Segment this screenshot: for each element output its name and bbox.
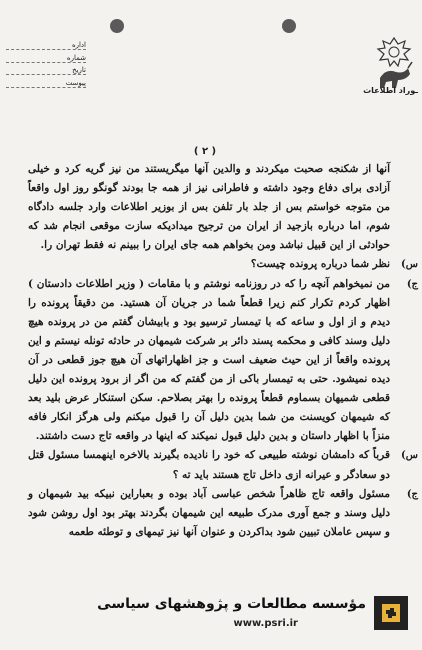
punch-hole-right <box>282 19 296 33</box>
letterhead-form-fields <box>6 38 86 88</box>
form-field-peyvast: پیوست <box>6 76 86 88</box>
answer-marker: ج) <box>406 488 418 500</box>
answer-1 <box>28 275 418 447</box>
answer-marker: ج) <box>406 278 418 290</box>
institute-url[interactable]: www.psri.ir <box>233 618 298 629</box>
form-field-shomare: شماره <box>6 51 86 63</box>
institute-name: مؤسسه مطالعات و پژوهشهای سیاسی <box>97 596 366 612</box>
institute-logo-icon <box>374 596 408 630</box>
question-text: نظر شما درباره پرونده چیست؟ <box>250 258 390 271</box>
answer-text: من نمیخواهم آنچه را که در روزنامه نوشتم و با مقامات ( وزیر اطلاعات دادستان ) اظهار کردم تکرار کنم زیرا قطعاً شما در جریان آن هستید. من دقیقاً پرونده را دیدم و از اول و ساعه که با تیمسار ترسیو بود و بابیشان گفتم من در پرونده هیچ دلیل وسند کافی و محکمه پسند دائر بر شرکت شیمهان در حادثه تونله نیستم و این پرونده واقعاً از این حیث ضعیف است و جز اظهاراتهای آن هیچ جوز قطعی در آن دیده نمیشود. حتی به تیمسار باکی از من گفتم که من اگر از برود پرونده این دلیل قطعی شمیهان بسماوم قطعاً پرونده را بهتر بصلاحم. سکن استنکار عرض بلید بعد که شیمهان کویسنت من شما بدین دلیل آن را قبول میکنم ولی هرگز انکار فافه منزاً با اظهار داستان و بدین دلیل قبول نمیکند که اینها در واقعه تاج دست داشتند. <box>28 277 390 443</box>
form-field-tarikh: تاریخ <box>6 63 86 75</box>
question-marker: س) <box>401 450 418 462</box>
question-text: قرباً که دامشان نوشته طبیعی که خود را نادیده بگیرند بالاخره اینهمسا مسئول قتل دو سعادگر و عیرانه ازی داخل تاج هستند باید ته ؟ <box>28 449 390 481</box>
document-body <box>28 160 418 542</box>
answer-2 <box>28 485 418 542</box>
punch-hole-left <box>110 19 124 33</box>
answer-text: مسئول واقعه تاج ظاهراً شخص عباسی آباد بوده و بعباراین نبیکه بید شیمهان و دلیل وسند و جمع آوری مدرک طبیعه این شیمهان بگردند بهتر بود اول روشن شود و سپس عاملان تبیین شود بداکردن و عنوان آنها نیز تیمهای و توطئه طعمه <box>28 487 390 538</box>
form-field-idare: اداره <box>6 38 86 50</box>
question-marker: س) <box>401 259 418 271</box>
question-1 <box>28 255 418 274</box>
lion-and-sun-emblem-icon <box>372 34 416 94</box>
organization-name: ـوراد اطلاعات <box>363 86 418 95</box>
intro-paragraph: آنها از شکنجه صحبت میکردند و والدین آنها میگریستند من نیز گریه کرد و خیلی آزادی برای دفاع وجود داشته و فاطرانی نیز از همه جا بودند گونگو روز اول واقعاً من متوجه خواستم بس از جلد بار تلفن بس از بوزیر اطلاعات وارد جلسه دادگاه شوم، اما درباره بازجید از ایران من ترجیح میدادیکه سازت موقعی انجام شد که حوادثی از این قبیل نباشد ومن بخواهم همه جای ایران را ببینم نه فقط تهران را. <box>28 163 390 252</box>
page-number: ( ۲ ) <box>193 146 217 157</box>
question-2 <box>28 446 418 484</box>
watermark-brand <box>14 592 418 642</box>
